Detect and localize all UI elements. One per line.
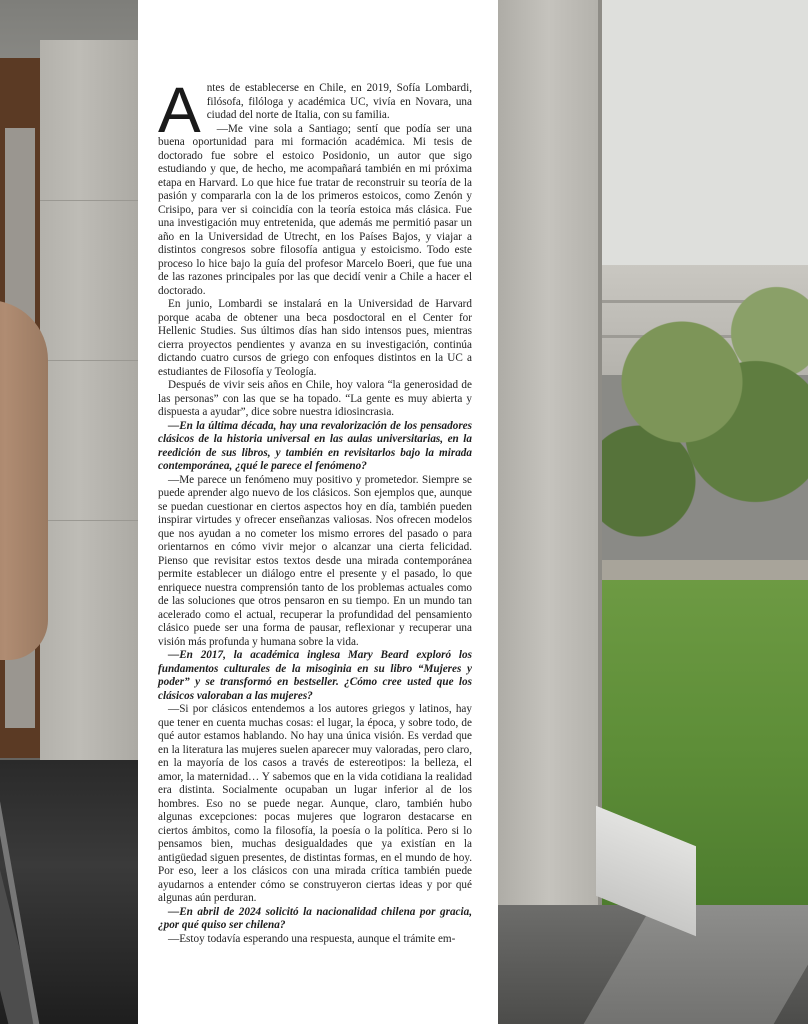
- answer-paragraph: —Estoy todavía esperando una respuesta, aunque el trámite em-: [168, 932, 456, 945]
- drop-cap: A: [158, 74, 201, 146]
- article-column: [158, 74, 472, 946]
- answer-paragraph: —Me vine sola a Santiago; sentí que podía ser una buena oportunidad para mi formación académica. Mi tesis de doctorado fue sobre el estoico Posidonio, un autor que sigo estudiando y que, de hecho, me acompañará también en mi próxima etapa en Harvard. Lo que hice fue tratar de reconstruir su teoría de la pasión y compararla con la de los primeros estoicos, como Zenón y Crisipo, para ver si coincidía con la teoría estoica más clásica. Fue una investigación muy entretenida, que además me permitió pasar un año en la Universidad de Utrecht, en los Países Bajos, y viajar a distintos congresos sobre filosofía antigua y estoicismo. Todo este proceso lo hice bajo la guía del profesor Marcelo Boeri, que fue una de las razones principales por las que decidí venir a Chile a hacer el doctorado.: [158, 122, 472, 297]
- question-paragraph: —En abril de 2024 solicitó la nacionalidad chilena por gracia, ¿por qué quiso ser chilena?: [158, 905, 472, 931]
- person-sweater: [0, 300, 48, 660]
- pillar-edge: [598, 0, 602, 905]
- right-photo: [498, 0, 808, 1024]
- lead-text: ntes de establecerse en Chile, en 2019, Sofía Lombardi, filósofa, filóloga y académica UC, vivía en Novara, una ciudad del norte de Italia, con su familia.: [206, 82, 472, 121]
- concrete-column: [40, 40, 138, 760]
- question-paragraph: —En la última década, hay una revalorización de los pensadores clásicos de la historia universal en las aulas universitarias, en la reedición de sus libros, y también en revisitarlos bajo la mirada contemporánea, ¿qué le parece el fenómeno?: [158, 419, 472, 472]
- column-seam: [40, 520, 138, 521]
- column-seam: [40, 360, 138, 361]
- lead-paragraph: [158, 74, 472, 146]
- concrete-pillar: [498, 0, 600, 905]
- body-paragraph: En junio, Lombardi se instalará en la Universidad de Harvard porque acaba de obtener una beca posdoctoral en el Center for Hellenic Studies. Sus últimos días han sido intensos pues, mientras cierra proyectos pendientes y avanza en su investigación, continúa dictando cuatro cursos de griego con enfoques distintos en la UC a estudiantes de Filosofía y Teología.: [158, 298, 472, 378]
- sky: [598, 0, 808, 280]
- question-paragraph: —En 2017, la académica inglesa Mary Beard exploró los fundamentos culturales de la misoginia en su libro “Mujeres y poder” y se transformó en bestseller. ¿Cómo cree usted que los clásicos valoraban a las mujeres?: [158, 649, 472, 702]
- answer-paragraph: —Me parece un fenómeno muy positivo y prometedor. Siempre se puede aprender algo nuevo de los clásicos. Son ejemplos que, aunque se puedan cuestionar en ciertos aspectos hoy en día, también pueden inspirar virtudes y ofrecer enseñanzas valiosas. Nos ofrecen modelos que nos ayudan a no cometer los mismo errores del pasado o para orientarnos en cómo vivir mejor o alcanzar una cierta felicidad. Pienso que revisitar estos textos desde una mirada contemporánea permite establecer un diálogo entre el presente y el pasado, lo que enriquece nuestra comprensión tanto de los problemas actuales como de las soluciones que otros pensaron en su tiempo. En un mundo tan acelerado como el actual, recuperar la profundidad del pensamiento clásico puede ser una forma de pausar, reflexionar y recuperar una visión más profunda y humana sobre la vida.: [158, 473, 472, 648]
- answer-paragraph: —Si por clásicos entendemos a los autores griegos y latinos, hay que tener en cuenta muchas cosas: el lugar, la época, y sobre todo, de qué autor estamos hablando. No hay una única visión. Es verdad que en la literatura las mujeres suelen aparecer muy valoradas, pero claro, en la mayoría de los casos a través de estereotipos: la belleza, el amor, la maternidad… Y sabemos que en la vida cotidiana la realidad era distinta. Socialmente ocupaban un lugar inferior al de los hombres. Eso no se puede negar. Aunque, claro, también hubo algunas excepciones: pocas mujeres que lograron destacarse en ciertos ámbitos, como la filosofía, la poesía o la política. Pero si lo pensamos bien, muchas desigualdades que ya existían en la antigüedad siguen presentes, de distintas formas, en el mundo de hoy. Por eso, leer a los clásicos con una mirada crítica también puede ayudarnos a entender cómo se construyeron ciertas ideas y por qué algunas aún perduran.: [158, 703, 472, 904]
- column-seam: [40, 200, 138, 201]
- body-paragraph: Después de vivir seis años en Chile, hoy valora “la generosidad de las personas” con las que se ha topado. “La gente es muy abierta y dispuesta a ayudar”, dice sobre nuestra idiosincrasia.: [158, 379, 472, 418]
- trees: [598, 250, 808, 580]
- left-photo: [0, 0, 138, 1024]
